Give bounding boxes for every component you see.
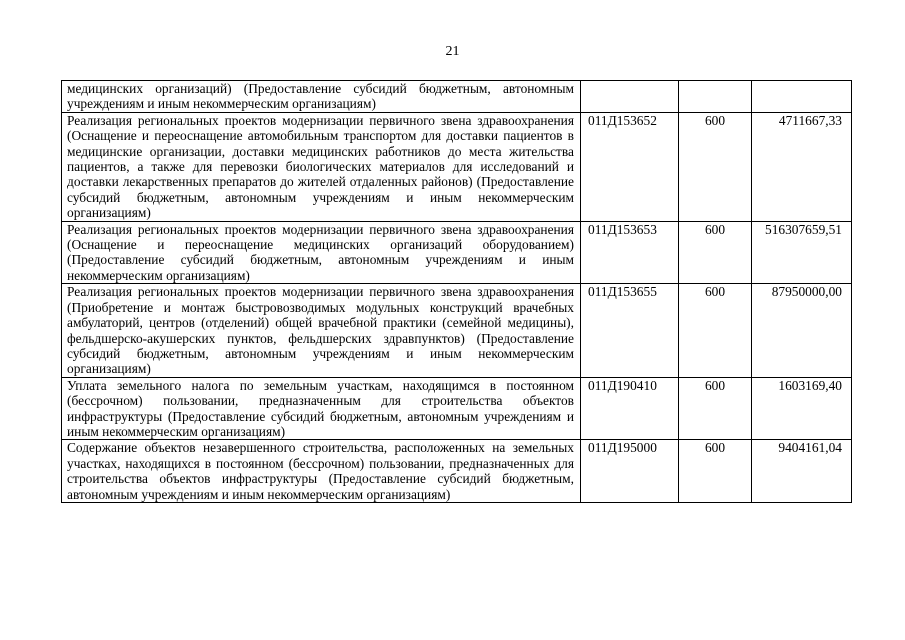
row-description: Реализация региональных проектов модернизации первичного звена здравоохранения (Оснащение и переоснащение медицинских организаций оборудованием) (Предоставление субсидий бюджетным, автономным учреждениям и иным некоммерческим организациям) xyxy=(62,221,581,284)
row-expense-type: 600 xyxy=(679,284,752,377)
row-expense-type: 600 xyxy=(679,440,752,503)
row-expense-type: 600 xyxy=(679,112,752,221)
row-amount: 9404161,04 xyxy=(752,440,852,503)
page-number: 21 xyxy=(445,44,460,59)
table-row xyxy=(62,440,852,503)
row-expense-type: 600 xyxy=(679,377,752,440)
row-description: Уплата земельного налога по земельным участкам, находящимся в постоянном (бессрочном) пользовании, предназначенным для строительства объектов инфраструктуры (Предоставление субсидий бюджетным, автономным учреждениям и иным некоммерческим организациям) xyxy=(62,377,581,440)
row-code: 011Д153652 xyxy=(581,112,679,221)
row-code: 011Д153655 xyxy=(581,284,679,377)
row-description: Реализация региональных проектов модернизации первичного звена здравоохранения (Приобретение и монтаж быстровозводимых модульных конструкций врачебных амбулаторий, центров (отделений) общей врачебной практики (семейной медицины), фельдшерско-акушерских пунктов, фельдшерских здравпунктов) (Предоставление субсидий бюджетным, автономным учреждениям и иным некоммерческим организациям) xyxy=(62,284,581,377)
row-amount: 4711667,33 xyxy=(752,112,852,221)
row-amount: 87950000,00 xyxy=(752,284,852,377)
row-expense-type: 600 xyxy=(679,221,752,284)
row-code: 011Д195000 xyxy=(581,440,679,503)
budget-table xyxy=(61,80,852,503)
row-amount: 516307659,51 xyxy=(752,221,852,284)
row-code: 011Д153653 xyxy=(581,221,679,284)
row-amount xyxy=(752,81,852,113)
row-expense-type xyxy=(679,81,752,113)
table-row xyxy=(62,377,852,440)
row-description: Реализация региональных проектов модернизации первичного звена здравоохранения (Оснащение и переоснащение автомобильным транспортом для доставки пациентов в медицинские организации, доставки медицинских работников до места жительства пациентов, а также для перевозки биологических материалов для исследований и доставки лекарственных препаратов до жителей отдаленных районов) (Предоставление субсидий бюджетным, автономным учреждениям и иным некоммерческим организациям) xyxy=(62,112,581,221)
table-row xyxy=(62,221,852,284)
row-description: Содержание объектов незавершенного строительства, расположенных на земельных участках, находящихся в постоянном (бессрочном) пользовании, предназначенных для строительства объектов инфраструктуры (Предоставление субсидий бюджетным, автономным учреждениям и иным некоммерческим организациям) xyxy=(62,440,581,503)
row-code: 011Д190410 xyxy=(581,377,679,440)
table-row xyxy=(62,81,852,113)
table-row xyxy=(62,284,852,377)
table-row xyxy=(62,112,852,221)
row-description: медицинских организаций) (Предоставление субсидий бюджетным, автономным учреждениям и иным некоммерческим организациям) xyxy=(62,81,581,113)
row-code xyxy=(581,81,679,113)
row-amount: 1603169,40 xyxy=(752,377,852,440)
